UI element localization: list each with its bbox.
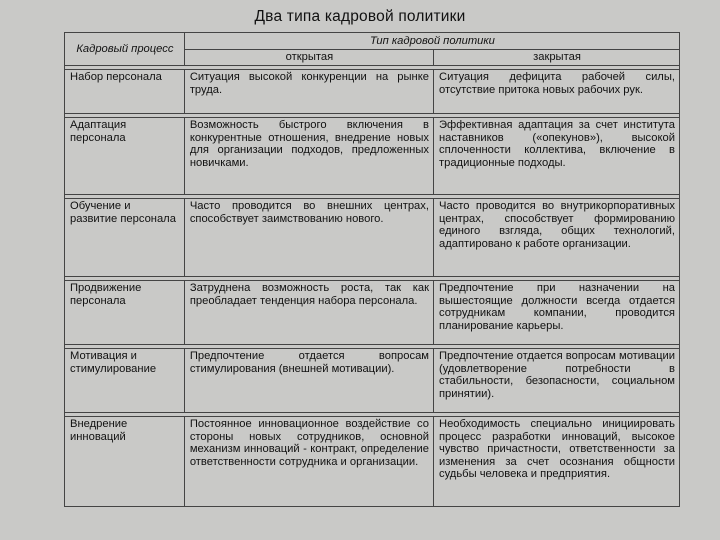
row-closed: Эффективная адаптация за счет института наставников («опекунов»), высокой сплоченности коллектива, включение в традиционные подходы. xyxy=(433,118,679,195)
row-open: Часто проводится во внешних центрах, способствует заимствованию нового. xyxy=(184,199,433,277)
table-row xyxy=(65,417,680,507)
row-process: Внедрение инноваций xyxy=(65,417,185,507)
row-closed: Необходимость специально инициировать процесс разработки инноваций, высокое чувство причастности, ответственности за изменения за счет осознания общности судьбы человека и предприятия. xyxy=(433,417,679,507)
row-open: Предпочтение отдается вопросам стимулирования (внешней мотивации). xyxy=(184,349,433,413)
row-open: Затруднена возможность роста, так как преобладает тенденция набора персонала. xyxy=(184,281,433,345)
table-header-row xyxy=(65,33,680,50)
policy-table-container xyxy=(64,32,680,507)
header-process: Кадровый процесс xyxy=(65,33,185,66)
table-row xyxy=(65,349,680,413)
policy-table xyxy=(64,32,680,507)
table-row xyxy=(65,118,680,195)
slide-title: Два типа кадровой политики xyxy=(254,8,466,25)
row-open: Возможность быстрого включения в конкурентные отношения, внедрение новых для организации подходов, предложенных новичками. xyxy=(184,118,433,195)
table-row xyxy=(65,281,680,345)
row-closed: Ситуация дефицита рабочей силы, отсутствие притока новых рабочих рук. xyxy=(433,70,679,114)
row-process: Адаптация персонала xyxy=(65,118,185,195)
row-open: Ситуация высокой конкуренции на рынке труда. xyxy=(184,70,433,114)
table-row xyxy=(65,70,680,114)
header-policy-type: Тип кадровой политики xyxy=(184,33,679,50)
table-row xyxy=(65,199,680,277)
row-closed: Предпочтение при назначении на вышестоящие должности всегда отдается сотрудникам компании, проводится планирование карьеры. xyxy=(433,281,679,345)
row-closed: Предпочтение отдается вопросам мотивации (удовлетворение потребности в стабильности, безопасности, социальном принятии). xyxy=(433,349,679,413)
row-closed: Часто проводится во внутрикорпоративных центрах, способствует формированию единого взгляда, общих технологий, адаптировано к работе организации. xyxy=(433,199,679,277)
row-process: Мотивация и стимулирование xyxy=(65,349,185,413)
row-process: Набор персонала xyxy=(65,70,185,114)
row-open: Постоянное инновационное воздействие со стороны новых сотрудников, основной механизм инноваций - контракт, определение ответственности сотрудника и организации. xyxy=(184,417,433,507)
row-process: Обучение и развитие персонала xyxy=(65,199,185,277)
row-process: Продвижение персонала xyxy=(65,281,185,345)
header-closed: закрытая xyxy=(433,50,679,66)
header-open: открытая xyxy=(184,50,433,66)
